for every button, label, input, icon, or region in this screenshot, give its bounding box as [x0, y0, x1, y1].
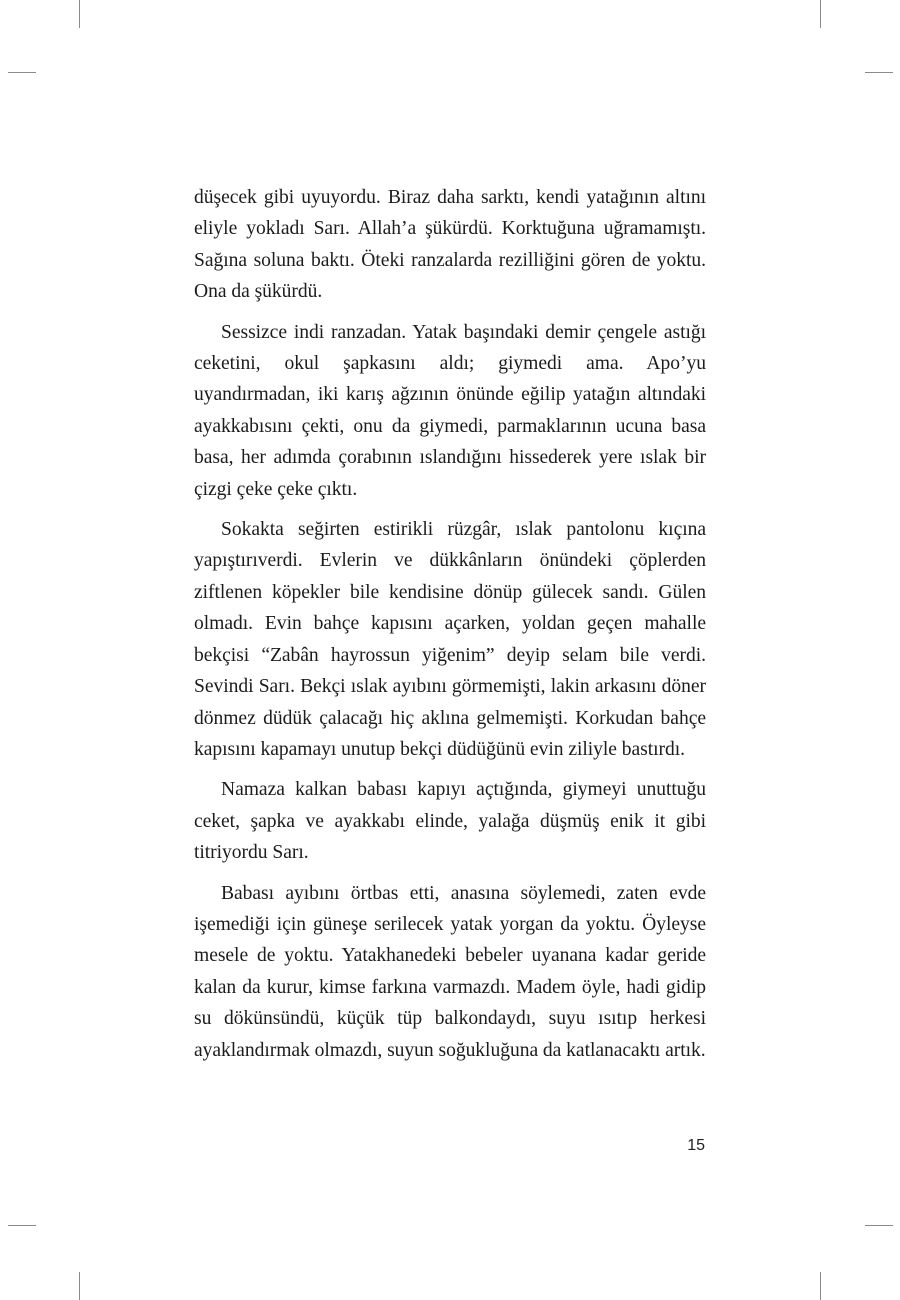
paragraph-5: Babası ayıbını örtbas etti, anasına söylemedi, zaten evde işemediği için güneşe serilecek yatak yorgan da yoktu. Öyleyse mesele de yoktu. Yatakhanedeki bebeler uyanana kadar geride kalan da kurur, kimse farkına varmazdı. Madem öyle, hadi gidip su dökünsündü, küçük tüp balkondaydı, suyu ısıtıp herkesi ayaklandırmak olmazdı, suyun soğukluğuna da katlanacaktı artık.	[194, 882, 706, 1061]
crop-mark-bottom-right	[820, 1272, 821, 1300]
crop-mark-right-lower	[865, 1225, 893, 1226]
crop-mark-left-lower	[8, 1225, 36, 1226]
paragraph-4: Namaza kalkan babası kapıyı açtığında, giymeyi unuttuğu ceket, şapka ve ayakkabı elinde, yalağa düşmüş enik it gibi titriyordu Sarı.	[194, 779, 706, 864]
page-number: 15	[687, 1137, 705, 1154]
crop-mark-left-upper	[8, 72, 36, 73]
paragraph-1: düşecek gibi uyuyordu. Biraz daha sarktı, kendi yatağının altını eliyle yokladı Sarı. Allah’a şükürdü. Korktuğuna uğramamıştı. Sağına soluna baktı. Öteki ranzalarda rezilliğini gören de yoktu. Ona da şükürdü.	[194, 187, 706, 303]
paragraph-2: Sessizce indi ranzadan. Yatak başındaki demir çengele astığı ceketini, okul şapkasını aldı; giymedi ama. Apo’yu uyandırmadan, iki karış ağzının önünde eğilip yatağın altındaki ayakkabısını çekti, onu da giymedi, parmaklarının ucuna basa basa, her adımda çorabının ıslandığını hissederek yere ıslak bir çizgi çeke çeke çıktı.	[194, 321, 706, 500]
crop-mark-top-right	[820, 0, 821, 28]
paragraph-3: Sokakta seğirten estirikli rüzgâr, ıslak pantolonu kıçına yapıştırıverdi. Evlerin ve dükkânların önündeki çöplerden ziftlenen köpekler bile kendisine dönüp gülecek sandı. Gülen olmadı. Evin bahçe kapısını açarken, yoldan geçen mahalle bekçisi “Zabân hayrossun yiğenim” deyip selam bile verdi. Sevindi Sarı. Bekçi ıslak ayıbını görmemişti, lakin arkasını döner dönmez düdük çalacağı hiç aklına gelmemişti. Korkudan bahçe kapısını kapamayı unutup bekçi düdüğünü evin ziliyle bastırdı.	[194, 519, 706, 760]
crop-mark-bottom-left	[79, 1272, 80, 1300]
crop-mark-top-left	[79, 0, 80, 28]
crop-mark-right-upper	[865, 72, 893, 73]
body-text	[194, 182, 706, 1075]
